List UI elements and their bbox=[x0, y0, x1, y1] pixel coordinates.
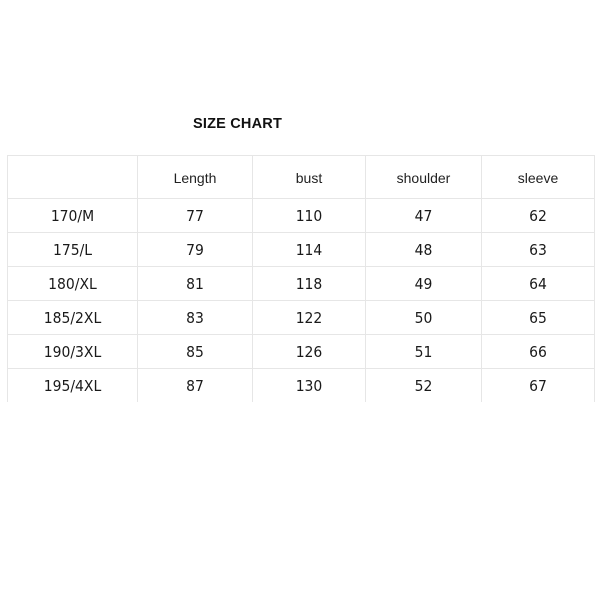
table-row bbox=[8, 199, 595, 233]
size-label: 170/M bbox=[8, 199, 138, 233]
length-value: 85 bbox=[138, 335, 253, 369]
bust-value: 126 bbox=[253, 335, 366, 369]
table-row bbox=[8, 301, 595, 335]
size-label: 190/3XL bbox=[8, 335, 138, 369]
sleeve-value: 62 bbox=[482, 199, 595, 233]
shoulder-value: 48 bbox=[366, 233, 482, 267]
header-bust: bust bbox=[253, 156, 366, 199]
bust-value: 118 bbox=[253, 267, 366, 301]
shoulder-value: 51 bbox=[366, 335, 482, 369]
shoulder-value: 49 bbox=[366, 267, 482, 301]
header-length: Length bbox=[138, 156, 253, 199]
table-row bbox=[8, 267, 595, 301]
header-sleeve: sleeve bbox=[482, 156, 595, 199]
table-row bbox=[8, 369, 595, 403]
size-label: 195/4XL bbox=[8, 369, 138, 403]
sleeve-value: 64 bbox=[482, 267, 595, 301]
length-value: 81 bbox=[138, 267, 253, 301]
bust-value: 122 bbox=[253, 301, 366, 335]
sleeve-value: 63 bbox=[482, 233, 595, 267]
shoulder-value: 50 bbox=[366, 301, 482, 335]
header-shoulder: shoulder bbox=[366, 156, 482, 199]
bust-value: 110 bbox=[253, 199, 366, 233]
page-title: SIZE CHART bbox=[193, 116, 282, 132]
size-label: 175/L bbox=[8, 233, 138, 267]
table-row bbox=[8, 335, 595, 369]
size-label: 185/2XL bbox=[8, 301, 138, 335]
table-header-row bbox=[8, 156, 595, 199]
bust-value: 114 bbox=[253, 233, 366, 267]
shoulder-value: 47 bbox=[366, 199, 482, 233]
length-value: 87 bbox=[138, 369, 253, 403]
table-row bbox=[8, 233, 595, 267]
length-value: 79 bbox=[138, 233, 253, 267]
sleeve-value: 66 bbox=[482, 335, 595, 369]
shoulder-value: 52 bbox=[366, 369, 482, 403]
header-size-cell bbox=[8, 156, 138, 199]
length-value: 77 bbox=[138, 199, 253, 233]
size-chart-table bbox=[7, 155, 595, 402]
bust-value: 130 bbox=[253, 369, 366, 403]
sleeve-value: 65 bbox=[482, 301, 595, 335]
size-label: 180/XL bbox=[8, 267, 138, 301]
sleeve-value: 67 bbox=[482, 369, 595, 403]
length-value: 83 bbox=[138, 301, 253, 335]
